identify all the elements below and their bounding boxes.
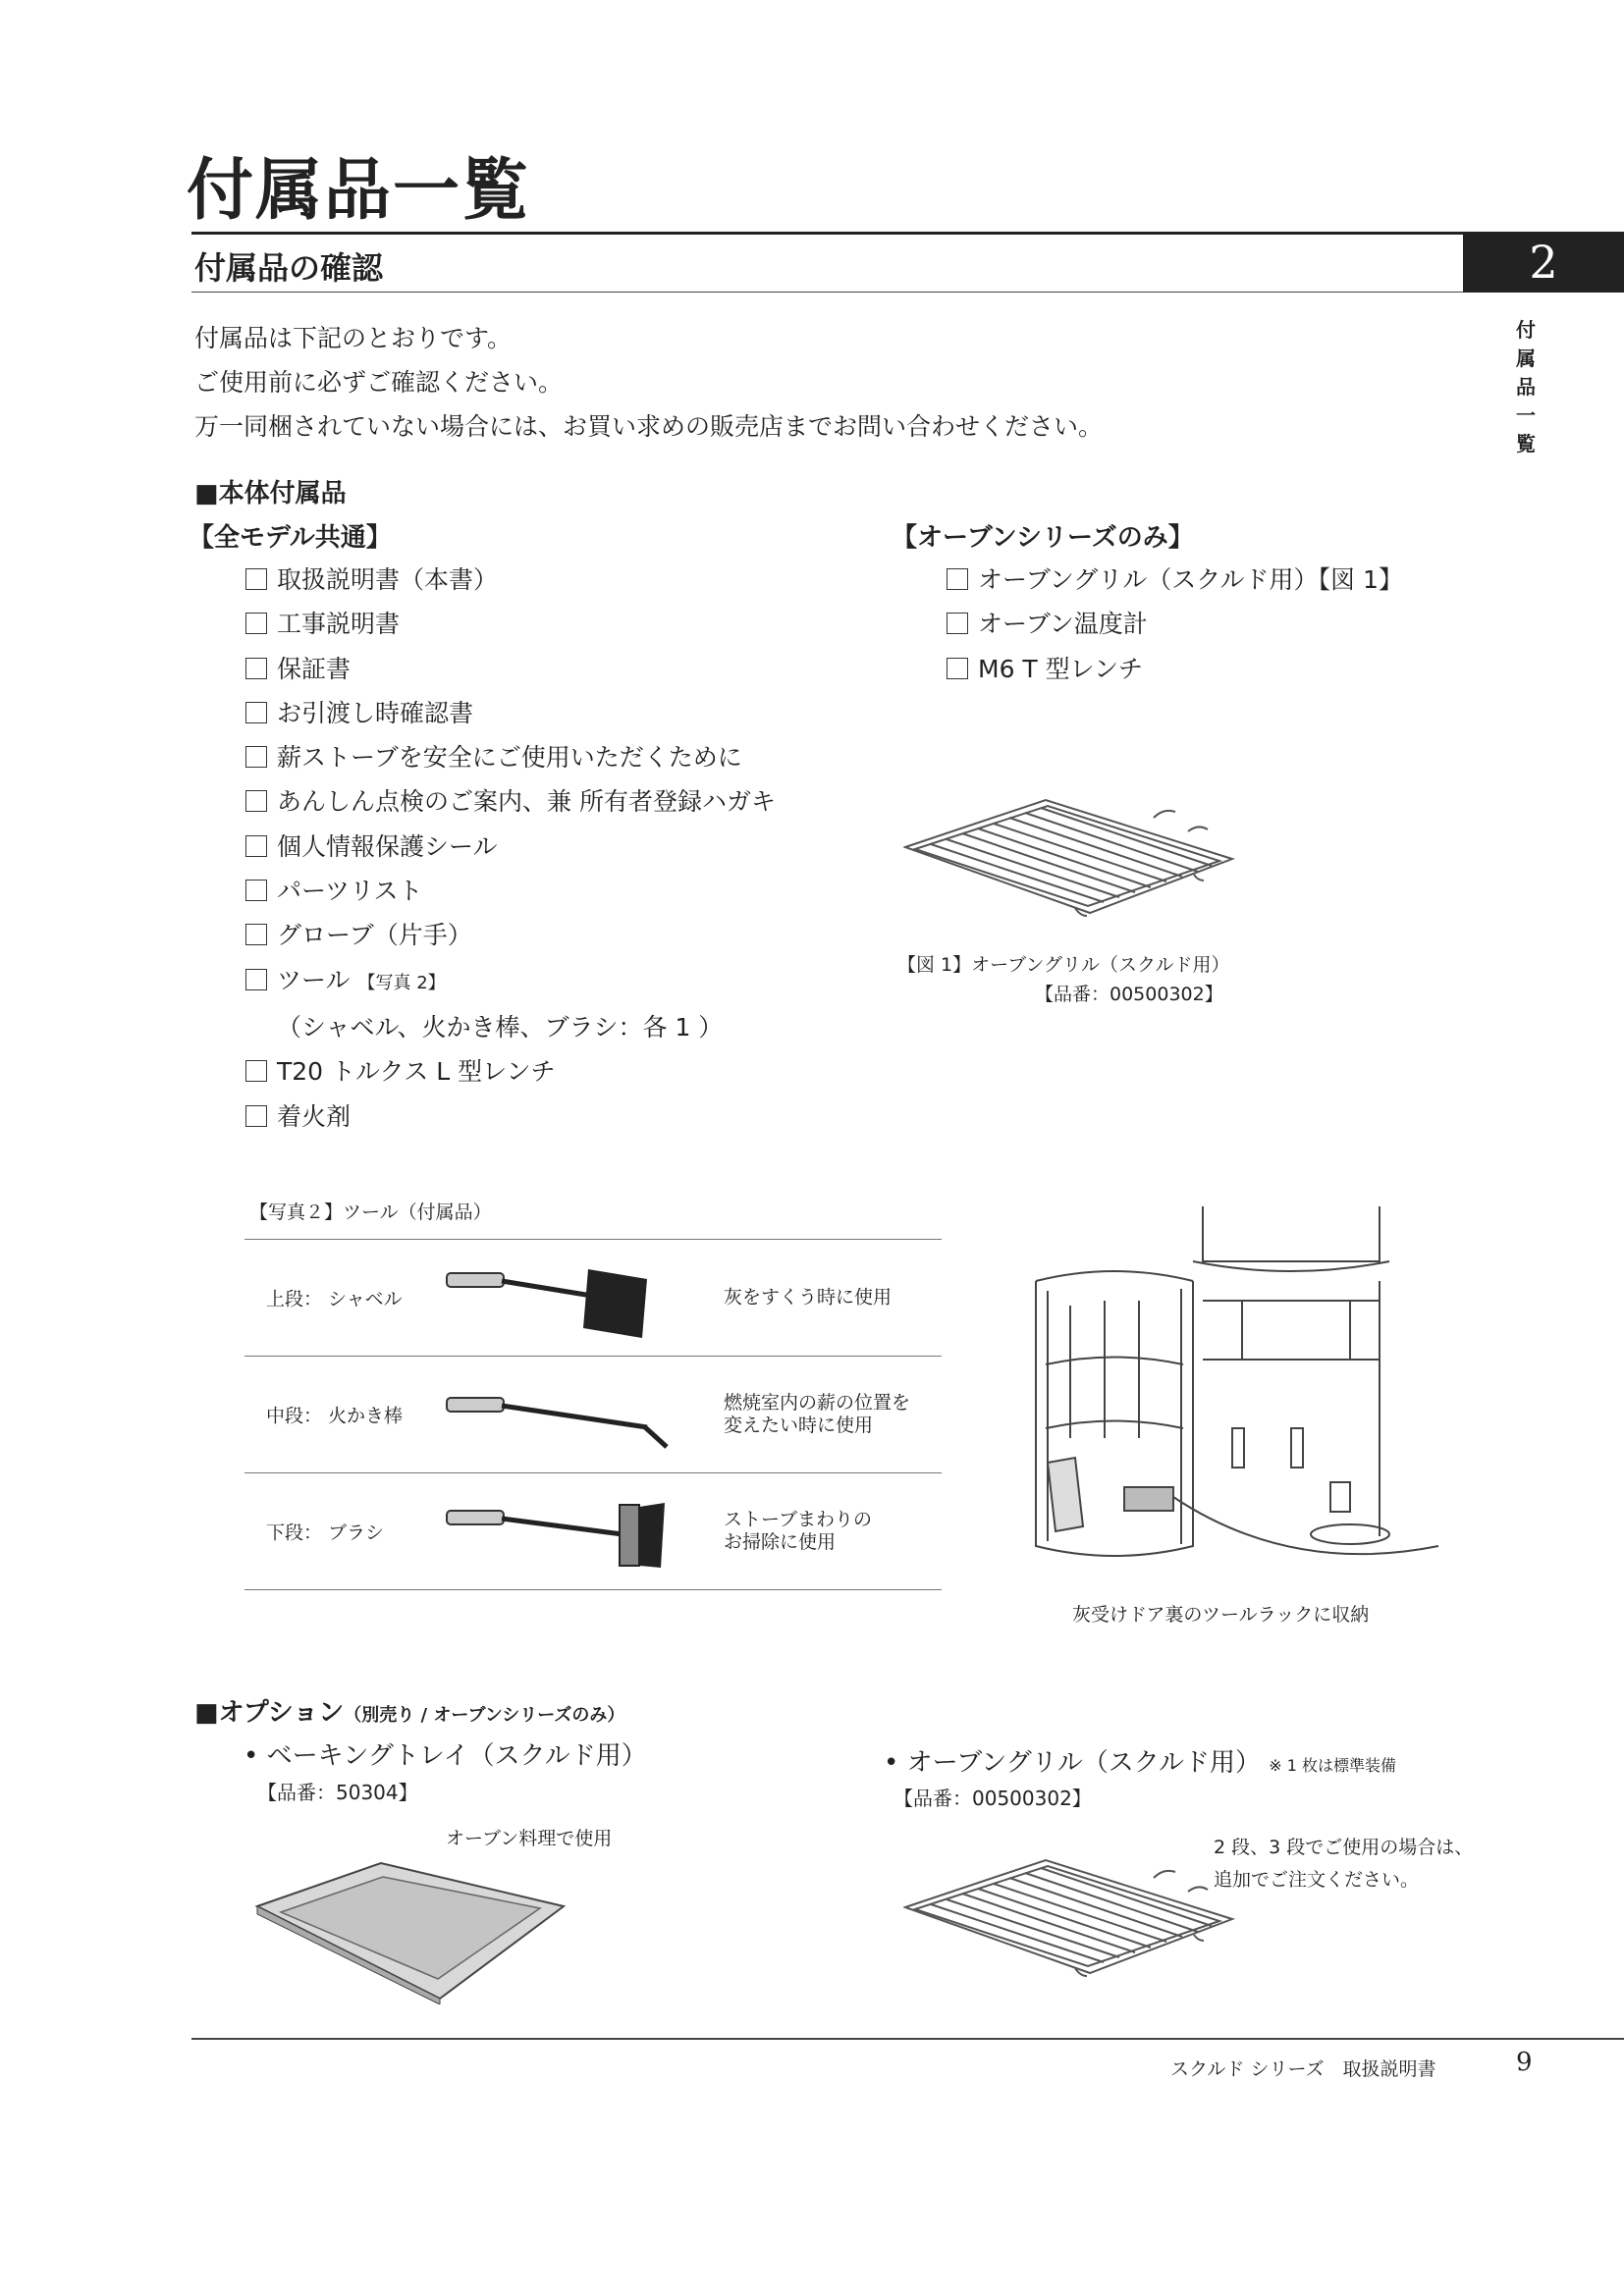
poker-icon [441,1366,696,1463]
oven-grill-note: ※ 1 枚は標準装備 [1269,1756,1396,1775]
chapter-side-label: 付属品一覧 [1516,318,1536,455]
tool-description: 灰をすくう時に使用 [724,1286,893,1308]
options-heading-note: （別売り / オーブンシリーズのみ） [344,1705,625,1726]
figure1-caption: 【図 1】オーブングリル（スクルド用） [897,954,1230,976]
tool-label: 上段： シャベル [266,1288,403,1310]
option-baking-tray: • ベーキングトレイ（スクルド用） [244,1741,647,1771]
page-title: 付属品一覧 [187,151,531,230]
checkbox[interactable] [245,568,267,590]
tool-description: ストーブまわりの お掃除に使用 [724,1509,873,1553]
chapter-number: 2 [1463,232,1624,293]
section-rule [191,292,1473,293]
checkbox[interactable] [245,1105,267,1127]
checkbox[interactable] [245,924,267,945]
tool-row-brush [244,1472,942,1590]
checklist-item[interactable]: あんしん点検のご案内、兼 所有者登録ハガキ [245,779,776,824]
oven-series-heading: 【オーブンシリーズのみ】 [892,523,1194,553]
footer-rule [191,2038,1624,2040]
checkbox[interactable] [245,702,267,723]
tool-rack-caption: 灰受けドア裏のツールラックに収納 [1072,1604,1370,1626]
checkbox[interactable] [245,658,267,679]
baking-tray-icon [253,1857,568,2004]
brush-icon [441,1483,696,1579]
checklist-item[interactable]: ツール 【写真 2】 [245,958,776,1005]
footer-manual-title: スクルド シリーズ 取扱説明書 [1170,2058,1436,2080]
intro-text [194,316,1103,449]
checklist-item[interactable]: T20 トルクス L 型レンチ [245,1049,776,1094]
checkbox[interactable] [245,746,267,768]
header-rule [191,232,1473,235]
tool-description: 燃焼室内の薪の位置を 変えたい時に使用 [724,1392,911,1436]
tools-photo-caption: 【写真２】ツール（付属品） [249,1201,492,1223]
tool-detail: （シャベル、火かき棒、ブラシ：各 1 ） [277,1012,724,1041]
tool-rack-icon [1026,1202,1448,1585]
intro-line: 付属品は下記のとおりです。 [194,324,513,352]
intro-line: 万一同梱されていない場合には、お買い求めの販売店までお問い合わせください。 [194,412,1104,441]
option-oven-grill: • オーブングリル（スクルド用） ※ 1 枚は標準装備 [884,1748,1396,1778]
tools-table [244,1239,942,1590]
checklist-item[interactable]: 個人情報保護シール [245,825,776,869]
checkbox[interactable] [947,658,968,679]
checklist-item[interactable]: パーツリスト [245,869,776,913]
checkbox[interactable] [245,790,267,812]
oven-checklist [947,558,1403,691]
tool-label: 中段： 火かき棒 [266,1405,404,1427]
tool-rack-figure [1026,1202,1448,1585]
checkbox[interactable] [245,969,267,990]
checkbox[interactable] [245,1060,267,1082]
option-oven-grill-figure [903,1850,1237,1978]
oven-grill-icon [903,790,1237,918]
checklist-item[interactable]: オーブングリル（スクルド用）【図 1】 [947,558,1403,602]
checklist-item[interactable]: グローブ（片手） [245,913,776,957]
section-heading: 付属品の確認 [194,249,384,287]
oven-grill-part-number: 【品番：00500302】 [893,1787,1092,1810]
common-checklist [245,558,776,1139]
baking-tray-note: オーブン料理で使用 [446,1828,613,1849]
checklist-item[interactable]: 保証書 [245,647,776,691]
common-models-heading: 【全モデル共通】 [189,523,392,553]
baking-tray-part-number: 【品番：50304】 [257,1781,418,1804]
oven-grill-figure [903,790,1237,918]
tool-row-shovel [244,1239,942,1356]
page-number: 9 [1516,2048,1533,2077]
baking-tray-figure [253,1857,568,2004]
checklist-item[interactable]: 着火剤 [245,1095,776,1139]
checklist-item[interactable]: 薪ストーブを安全にご使用いただくために [245,735,776,779]
figure1-part-number: 【品番：00500302】 [1035,984,1223,1005]
checkbox[interactable] [245,880,267,901]
tool-row-poker [244,1356,942,1472]
tool-label: 下段： ブラシ [266,1522,385,1544]
shovel-icon [441,1250,696,1346]
checkbox[interactable] [947,568,968,590]
oven-grill-order-note: 2 段、3 段でご使用の場合は、 追加でご注文ください。 [1214,1837,1474,1891]
checklist-item[interactable]: オーブン温度計 [947,602,1403,646]
intro-line: ご使用前に必ずご確認ください。 [194,368,564,397]
options-heading: ■オプション（別売り / オーブンシリーズのみ） [194,1698,625,1728]
checkbox[interactable] [245,835,267,857]
oven-grill-icon [903,1850,1237,1978]
checklist-item[interactable]: お引渡し時確認書 [245,691,776,735]
tool-photo-ref: 【写真 2】 [357,972,446,993]
checklist-item[interactable]: 取扱説明書（本書） [245,558,776,602]
checklist-item[interactable]: 工事説明書 [245,602,776,646]
checkbox[interactable] [245,613,267,634]
checklist-item[interactable]: M6 T 型レンチ [947,647,1403,691]
main-accessories-heading: ■本体付属品 [194,479,347,508]
checkbox[interactable] [947,613,968,634]
